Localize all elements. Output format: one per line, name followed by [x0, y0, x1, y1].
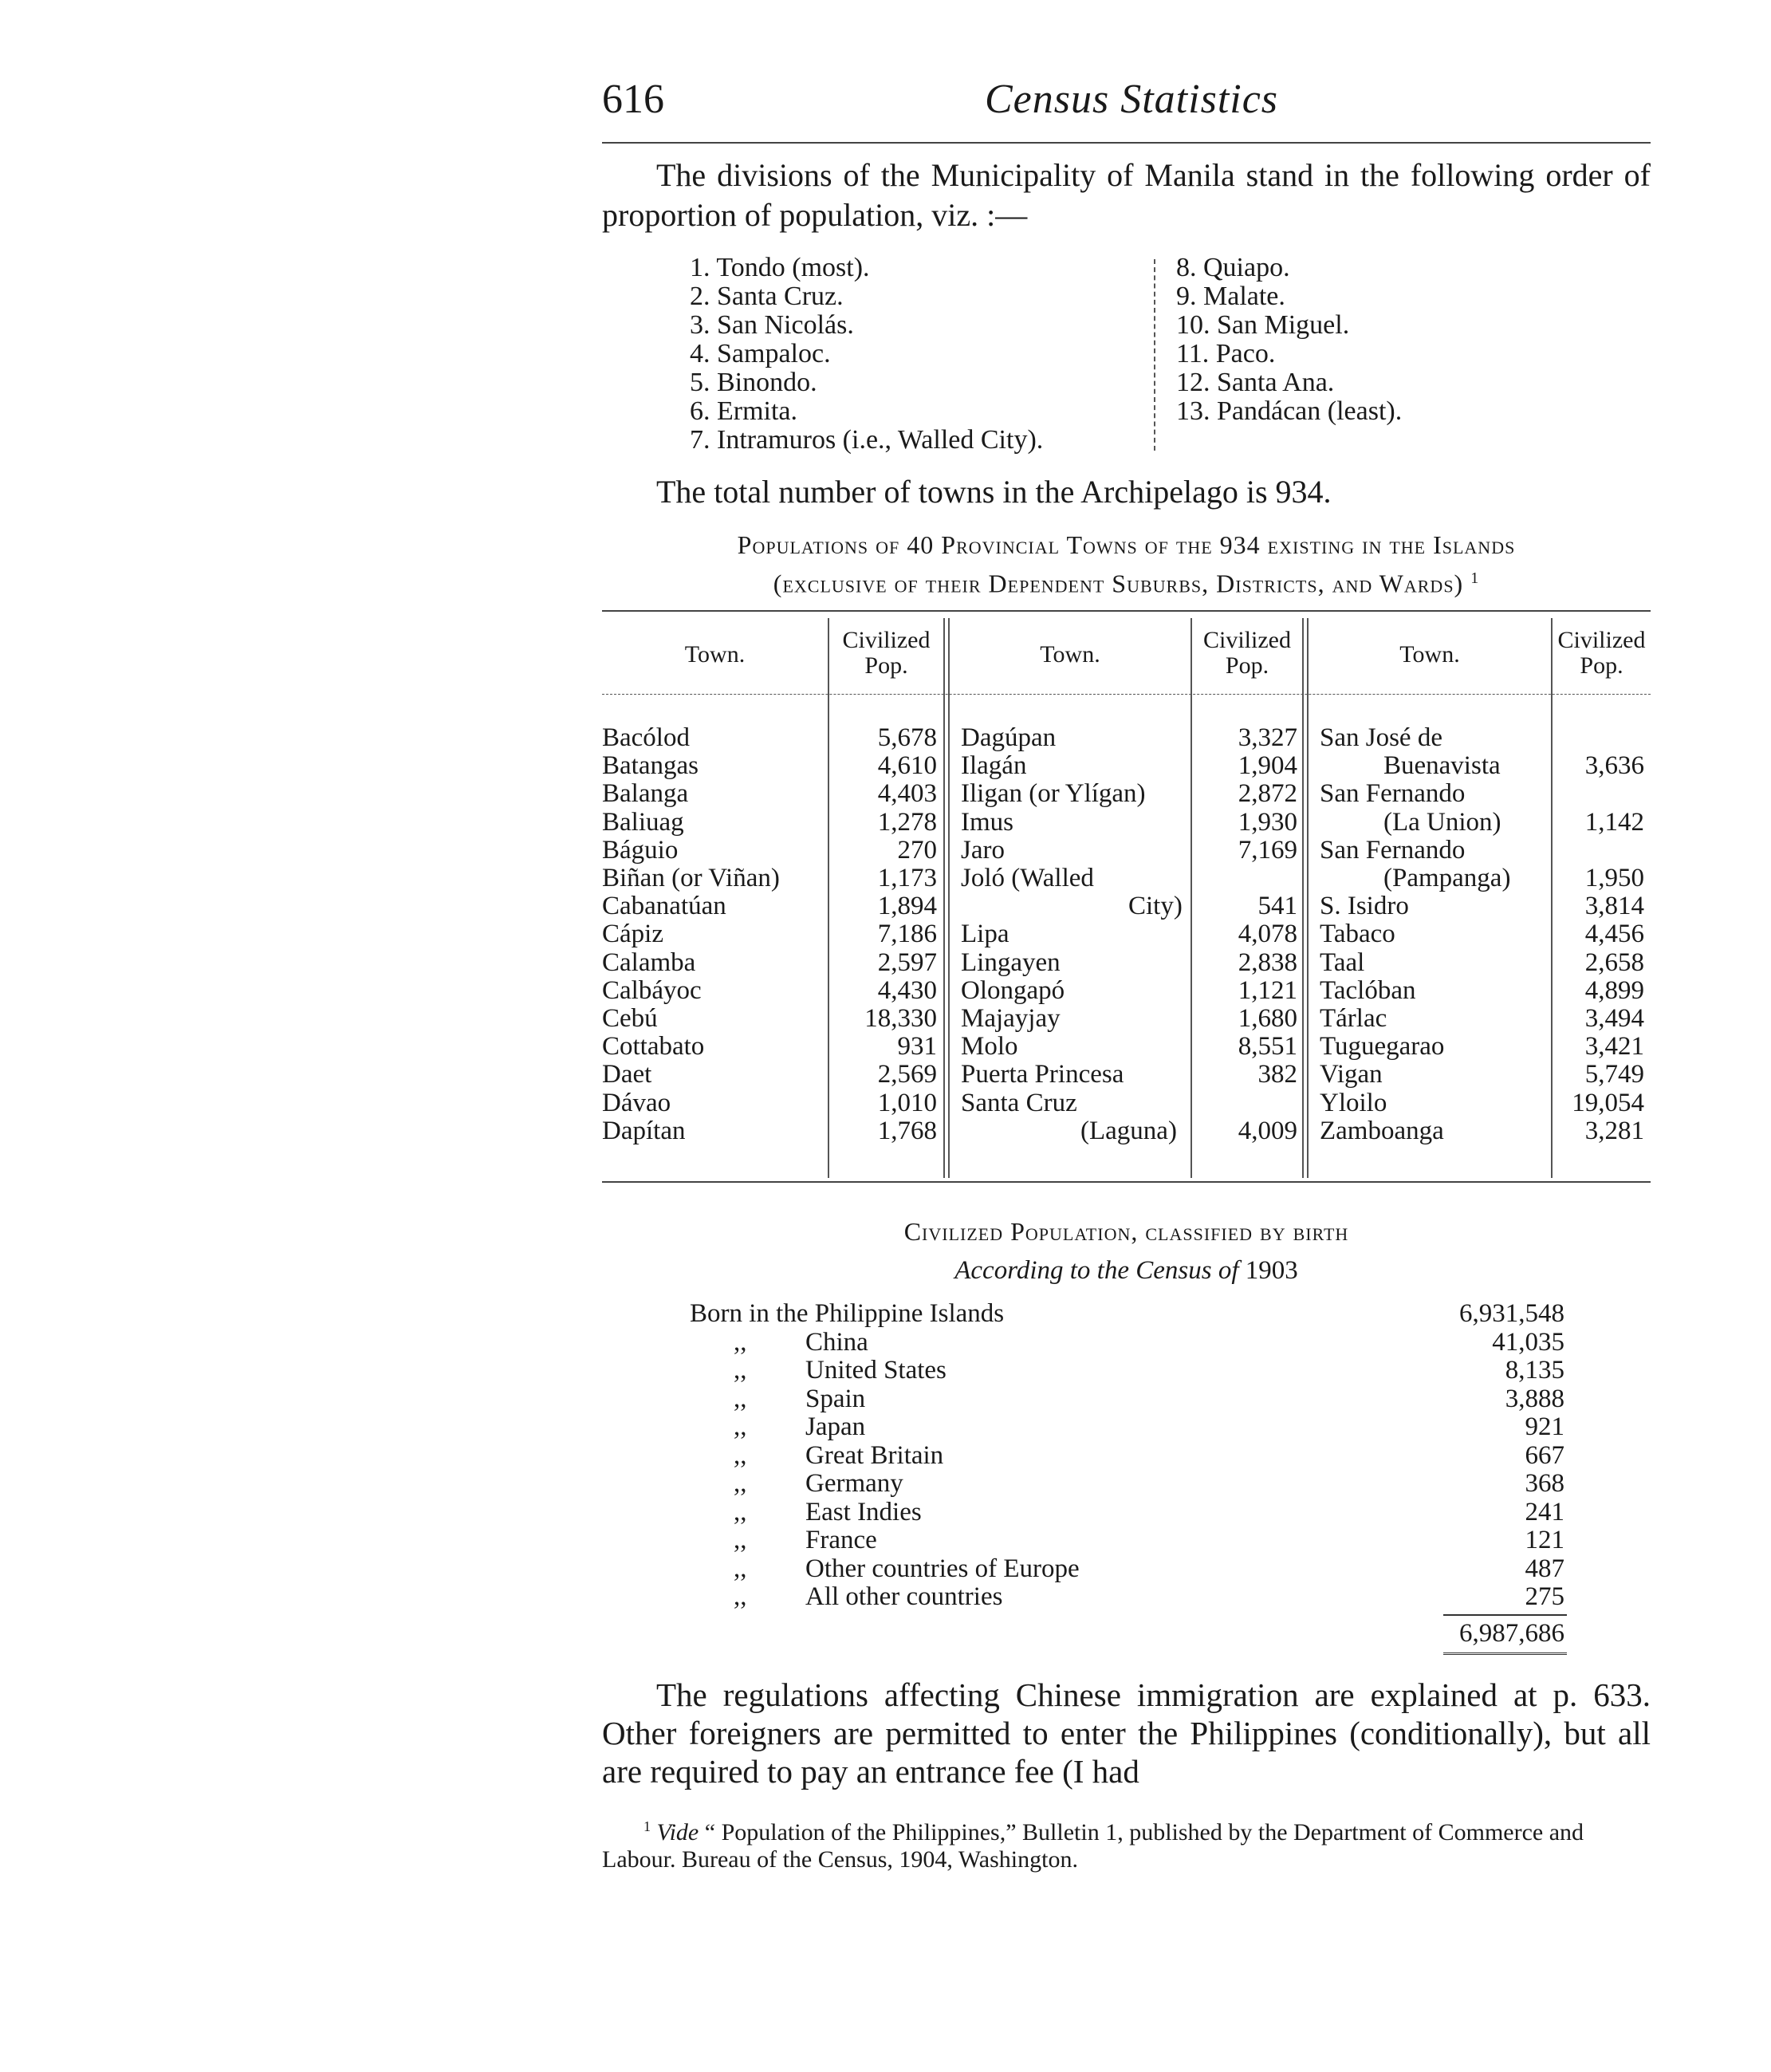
- birth-row: [690, 1555, 1567, 1584]
- town-name: Majayjay: [961, 1004, 1061, 1033]
- town-name: Batangas: [602, 751, 699, 781]
- birth-place: China: [805, 1327, 868, 1357]
- ditto-mark: ,,: [734, 1384, 747, 1413]
- town-population: 3,327: [1238, 723, 1297, 752]
- town-population: 5,749: [1584, 1060, 1644, 1089]
- town-population-table: [602, 610, 1651, 1184]
- town-population: 1,010: [877, 1088, 937, 1117]
- birth-row: [690, 1357, 1567, 1385]
- divisions-separator: [1154, 259, 1155, 451]
- birth-count: 368: [1525, 1469, 1564, 1498]
- ditto-mark: ,,: [734, 1327, 747, 1357]
- ditto-mark: ,,: [734, 1526, 747, 1554]
- town-population: 2,597: [877, 947, 937, 977]
- town-name: Ilagán: [961, 751, 1027, 781]
- header-rule: [602, 142, 1651, 144]
- header-pop-1: Civilized Pop.: [842, 627, 931, 679]
- town-name: Calamba: [602, 947, 696, 977]
- town-name: Puerta Princesa: [961, 1060, 1124, 1089]
- table-bottom-rule: [602, 1181, 1651, 1183]
- birth-row: [690, 1470, 1567, 1499]
- division-item: 8. Quiapo.: [1176, 253, 1290, 282]
- table1-caption-line2: (exclusive of their Dependent Suburbs, Districts, and Wards): [773, 569, 1464, 598]
- town-name: Baliuag: [602, 807, 684, 837]
- birth-count: 487: [1525, 1554, 1564, 1583]
- town-population: 4,403: [877, 779, 937, 809]
- total-rule-top: [1443, 1614, 1567, 1616]
- footnote: [602, 1813, 1651, 1873]
- town-name: Tárlac: [1320, 1004, 1387, 1033]
- birth-table: [690, 1300, 1567, 1612]
- birth-count: 6,931,548: [1459, 1299, 1564, 1328]
- footnote-text: “ Population of the Philippines,” Bulletin 1, published by the Department of Commerce and Labour. Bureau of the Census, 1904, Washington.: [602, 1819, 1584, 1873]
- division-item: 3. San Nicolás.: [690, 310, 854, 340]
- division-item: 11. Paco.: [1176, 339, 1276, 368]
- town-population: 8,551: [1238, 1032, 1297, 1062]
- birth-place: United States: [805, 1356, 947, 1385]
- table2-subcaption-italic: According to the Census of: [954, 1256, 1239, 1285]
- town-name: Imus: [961, 807, 1013, 837]
- town-population: 1,142: [1584, 807, 1644, 837]
- division-item: 10. San Miguel.: [1176, 310, 1350, 340]
- town-population: 382: [1257, 1060, 1297, 1089]
- header-town-1: Town.: [684, 641, 746, 668]
- town-name: San Fernando: [1320, 779, 1466, 809]
- header-pop-2: Civilized Pop.: [1203, 627, 1291, 679]
- total-towns-sentence: The total number of towns in the Archipelago is 934.: [656, 474, 1332, 510]
- division-item: 1. Tondo (most).: [690, 253, 870, 282]
- town-name: Iligan (or Ylígan): [961, 779, 1146, 809]
- town-name: Taclóban: [1320, 975, 1416, 1005]
- birth-count: 921: [1525, 1412, 1564, 1441]
- town-population: 4,456: [1584, 920, 1644, 949]
- town-name: Biñan (or Viñan): [602, 864, 780, 892]
- town-name: Tabaco: [1320, 920, 1395, 949]
- town-name: (Pampanga): [1383, 864, 1511, 892]
- birth-row: [690, 1526, 1567, 1555]
- town-name: Dávao: [602, 1088, 671, 1117]
- town-name: Cápiz: [602, 920, 663, 949]
- town-name: Olongapó: [961, 975, 1065, 1005]
- town-name: Balanga: [602, 779, 689, 809]
- town-population: 1,894: [877, 892, 937, 921]
- ditto-mark: ,,: [734, 1497, 747, 1526]
- birth-place: East Indies: [805, 1497, 922, 1526]
- birth-row: [690, 1583, 1567, 1612]
- town-name: Lipa: [961, 920, 1009, 949]
- town-population: 3,636: [1584, 751, 1644, 781]
- table2-caption: Civilized Population, classified by birth: [903, 1217, 1349, 1246]
- division-item: 9. Malate.: [1176, 282, 1285, 311]
- town-population: 4,078: [1238, 920, 1297, 949]
- town-population: 4,899: [1584, 975, 1644, 1005]
- town-population: 1,278: [877, 807, 937, 837]
- town-name: Dagúpan: [961, 723, 1057, 752]
- birth-count: 8,135: [1505, 1356, 1564, 1385]
- town-name: Zamboanga: [1320, 1116, 1444, 1145]
- footnote-mark: 1: [643, 1818, 651, 1834]
- town-population: 1,904: [1238, 751, 1297, 781]
- town-population: 7,169: [1238, 835, 1297, 865]
- town-population: 4,009: [1238, 1116, 1297, 1145]
- footnote-vide: Vide: [656, 1819, 699, 1845]
- town-population: 18,330: [864, 1004, 937, 1033]
- birth-place: Japan: [805, 1412, 866, 1441]
- town-name: Cottabato: [602, 1032, 705, 1062]
- town-population: 2,838: [1238, 947, 1297, 977]
- town-name: Lingayen: [961, 947, 1061, 977]
- ditto-mark: ,,: [734, 1469, 747, 1498]
- town-population: 931: [897, 1032, 937, 1062]
- town-population: 1,680: [1238, 1004, 1297, 1033]
- town-name: Dapítan: [602, 1116, 686, 1145]
- town-name: Cabanatúan: [602, 892, 726, 921]
- town-name: San Fernando: [1320, 835, 1466, 865]
- division-item: 4. Sampaloc.: [690, 339, 831, 368]
- birth-row: [690, 1385, 1567, 1414]
- table-header-rule: [602, 694, 1651, 695]
- birth-place: Germany: [805, 1469, 903, 1498]
- town-name: Santa Cruz: [961, 1088, 1077, 1117]
- divisions-list-right: [1176, 254, 1402, 426]
- birth-row: [690, 1442, 1567, 1471]
- division-item: 5. Binondo.: [690, 368, 817, 397]
- total-rule-bottom: [1443, 1652, 1567, 1655]
- running-head: Census Statistics: [985, 77, 1279, 122]
- birth-place: Great Britain: [805, 1440, 944, 1470]
- birth-place: All other countries: [805, 1582, 1003, 1611]
- birth-place: Spain: [805, 1384, 866, 1413]
- birth-row: [690, 1300, 1567, 1329]
- town-name: (Laguna): [1080, 1116, 1177, 1145]
- town-population: 2,872: [1238, 779, 1297, 809]
- town-name: City): [1128, 892, 1183, 921]
- division-item: 2. Santa Cruz.: [690, 282, 844, 311]
- town-population: 5,678: [877, 723, 937, 752]
- town-name: Bacólod: [602, 723, 690, 752]
- town-name: Vigan: [1320, 1060, 1383, 1089]
- table2-subcaption-year: 1903: [1245, 1256, 1298, 1285]
- town-population: 3,814: [1584, 892, 1644, 921]
- birth-count: 241: [1525, 1497, 1564, 1526]
- town-name: Daet: [602, 1060, 652, 1089]
- town-population: 1,768: [877, 1116, 937, 1145]
- header-town-3: Town.: [1399, 641, 1460, 668]
- page-number: 616: [602, 77, 664, 122]
- ditto-mark: ,,: [734, 1412, 747, 1441]
- table1-footnote-ref: 1: [1470, 569, 1480, 587]
- birth-place: Other countries of Europe: [805, 1554, 1080, 1583]
- table1-caption: [602, 528, 1651, 601]
- closing-paragraph: The regulations affecting Chinese immigration are explained at p. 633. Other foreigners are permitted to enter the Philippines (conditionally), but all are required to pay an entrance fee (I had: [602, 1676, 1651, 1790]
- birth-count: 667: [1525, 1440, 1564, 1470]
- town-name: Yloilo: [1320, 1088, 1387, 1117]
- ditto-mark: ,,: [734, 1356, 747, 1385]
- birth-count: 3,888: [1505, 1384, 1564, 1413]
- birth-count: 41,035: [1492, 1327, 1564, 1357]
- town-name: Buenavista: [1383, 751, 1501, 781]
- birth-row: [690, 1499, 1567, 1527]
- town-name: (La Union): [1383, 807, 1501, 837]
- town-name: Molo: [961, 1032, 1018, 1062]
- town-population: 1,950: [1584, 864, 1644, 892]
- town-population: 19,054: [1572, 1088, 1644, 1117]
- town-population: 270: [897, 835, 937, 865]
- table1-body: [602, 723, 1651, 1170]
- town-name: Joló (Walled: [961, 864, 1094, 892]
- birth-count: 121: [1525, 1526, 1564, 1554]
- birth-total: 6,987,686: [1459, 1619, 1564, 1648]
- town-name: Jaro: [961, 835, 1005, 865]
- town-name: S. Isidro: [1320, 892, 1409, 921]
- town-name: Tuguegarao: [1320, 1032, 1445, 1062]
- town-name: Báguio: [602, 835, 679, 865]
- birth-count: 275: [1525, 1582, 1564, 1611]
- birth-row: [690, 1329, 1567, 1357]
- town-population: 2,658: [1584, 947, 1644, 977]
- birth-place: France: [805, 1526, 877, 1554]
- town-population: 4,610: [877, 751, 937, 781]
- town-population: 3,494: [1584, 1004, 1644, 1033]
- division-item: 12. Santa Ana.: [1176, 368, 1335, 397]
- table2-subcaption: [602, 1256, 1651, 1286]
- town-population: 1,121: [1238, 975, 1297, 1005]
- town-population: 541: [1257, 892, 1297, 921]
- intro-paragraph: The divisions of the Municipality of Manila stand in the following order of proportion of population, viz. :—: [602, 157, 1651, 233]
- town-population: 2,569: [877, 1060, 937, 1089]
- division-item: 7. Intramuros (i.e., Walled City).: [690, 425, 1044, 455]
- town-population: 4,430: [877, 975, 937, 1005]
- ditto-mark: ,,: [734, 1582, 747, 1611]
- town-population: 3,281: [1584, 1116, 1644, 1145]
- town-population: 3,421: [1584, 1032, 1644, 1062]
- ditto-mark: ,,: [734, 1440, 747, 1470]
- division-item: 6. Ermita.: [690, 396, 798, 426]
- town-name: Calbáyoc: [602, 975, 702, 1005]
- birth-place: Born in the Philippine Islands: [690, 1299, 1005, 1328]
- division-item: 13. Pandácan (least).: [1176, 396, 1403, 426]
- table-top-rule: [602, 610, 1651, 612]
- header-town-2: Town.: [1040, 641, 1100, 668]
- town-name: San José de: [1320, 723, 1442, 752]
- town-population: 7,186: [877, 920, 937, 949]
- header-pop-3: Civilized Pop.: [1557, 627, 1646, 679]
- divisions-list-left: [690, 254, 1043, 455]
- birth-row: [690, 1413, 1567, 1442]
- town-name: Taal: [1320, 947, 1365, 977]
- ditto-mark: ,,: [734, 1554, 747, 1583]
- town-population: 1,173: [877, 864, 937, 892]
- town-population: 1,930: [1238, 807, 1297, 837]
- town-name: Cebú: [602, 1004, 658, 1033]
- table1-caption-line1: Populations of 40 Provincial Towns of the 934 existing in the Islands: [737, 530, 1516, 559]
